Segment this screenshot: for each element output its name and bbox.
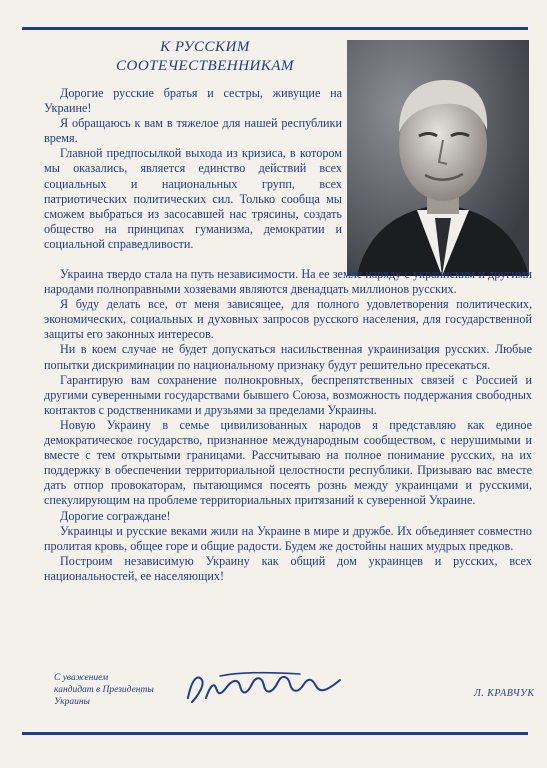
portrait-photo	[347, 40, 529, 276]
body-paragraph: Построим независимую Украину как общий дом украинцев и русских, всех национальностей, ее населяющих!	[44, 553, 532, 583]
unity-paragraph: Главной предпосылкой выхода из кризиса, в котором мы оказались, является единство действий всех социальных и национальных групп, всех патриотических политических сил. Только сообща мы сможем выбраться из засосавшей нас трясины, создать общество на принципах гуманизма, демократии и социальной справедливости.	[44, 146, 342, 251]
body-paragraph: Украинцы и русские веками жили на Украине в мире и дружбе. Их объединяет совместно пролитая кровь, общее горе и общие радости. Будем же достойны наших мудрых предков.	[44, 523, 532, 553]
page-title	[80, 38, 330, 76]
body-paragraph: Ни в коем случае не будет допускаться насильственная украинизация русских. Любые попытки дискриминации по национальному признаку будут решительно пресекаться.	[44, 342, 532, 372]
main-text	[44, 267, 532, 584]
closing-line: Украины	[54, 697, 90, 707]
closing-line: кандидат в Президенты	[54, 685, 154, 695]
portrait-illustration	[347, 40, 529, 276]
body-paragraph: Дорогие сограждане!	[60, 508, 171, 523]
body-paragraph: Украина твердо стала на путь независимости. На ее земле наряду с украинским и другими народами полноправными хозяевами являются двенадцать миллионов русских.	[44, 267, 532, 297]
bottom-rule	[22, 732, 528, 735]
appeal-paragraph: Я обращаюсь к вам в тяжелое для нашей республики время.	[44, 116, 342, 146]
intro-column	[44, 86, 342, 252]
top-rule	[22, 27, 528, 30]
title-line-1: К РУССКИМ	[160, 39, 250, 55]
closing-line: С уважением	[54, 673, 109, 683]
body-paragraph: Гарантирую вам сохранение полнокровных, беспрепятственных связей с Россией и другими суверенными государствами бывшего Союза, возможность поддержания свободных контактов с родственниками и друзьями за пределами Украины.	[44, 372, 532, 417]
signer-name: Л. КРАВЧУК	[474, 688, 535, 699]
body-paragraph: Я буду делать все, от меня зависящее, для полного удовлетворения политических, экономических, социальных и духовных запросов русского населения, для государственной защиты его законных интересов.	[44, 297, 532, 342]
greeting-paragraph: Дорогие русские братья и сестры, живущие на Украине!	[44, 86, 342, 116]
closing-block	[54, 672, 164, 708]
handwritten-signature	[180, 668, 360, 708]
title-line-2: СООТЕЧЕСТВЕННИКАМ	[116, 58, 294, 74]
body-paragraph: Новую Украину в семье цивилизованных народов я представляю как единое демократическое государство, признанное международным сообществом, с нерушимыми и вместе с тем открытыми границами. Рассчитываю на полное понимание русских, на их поддержку в обеспечении территориальной целостности республики. Призываю вас вместе дать отпор провокаторам, пытающимся посеять рознь между украинцами и русскими, спекулирующим на проблеме территориальных притязаний к суверенной Украине.	[44, 417, 532, 508]
